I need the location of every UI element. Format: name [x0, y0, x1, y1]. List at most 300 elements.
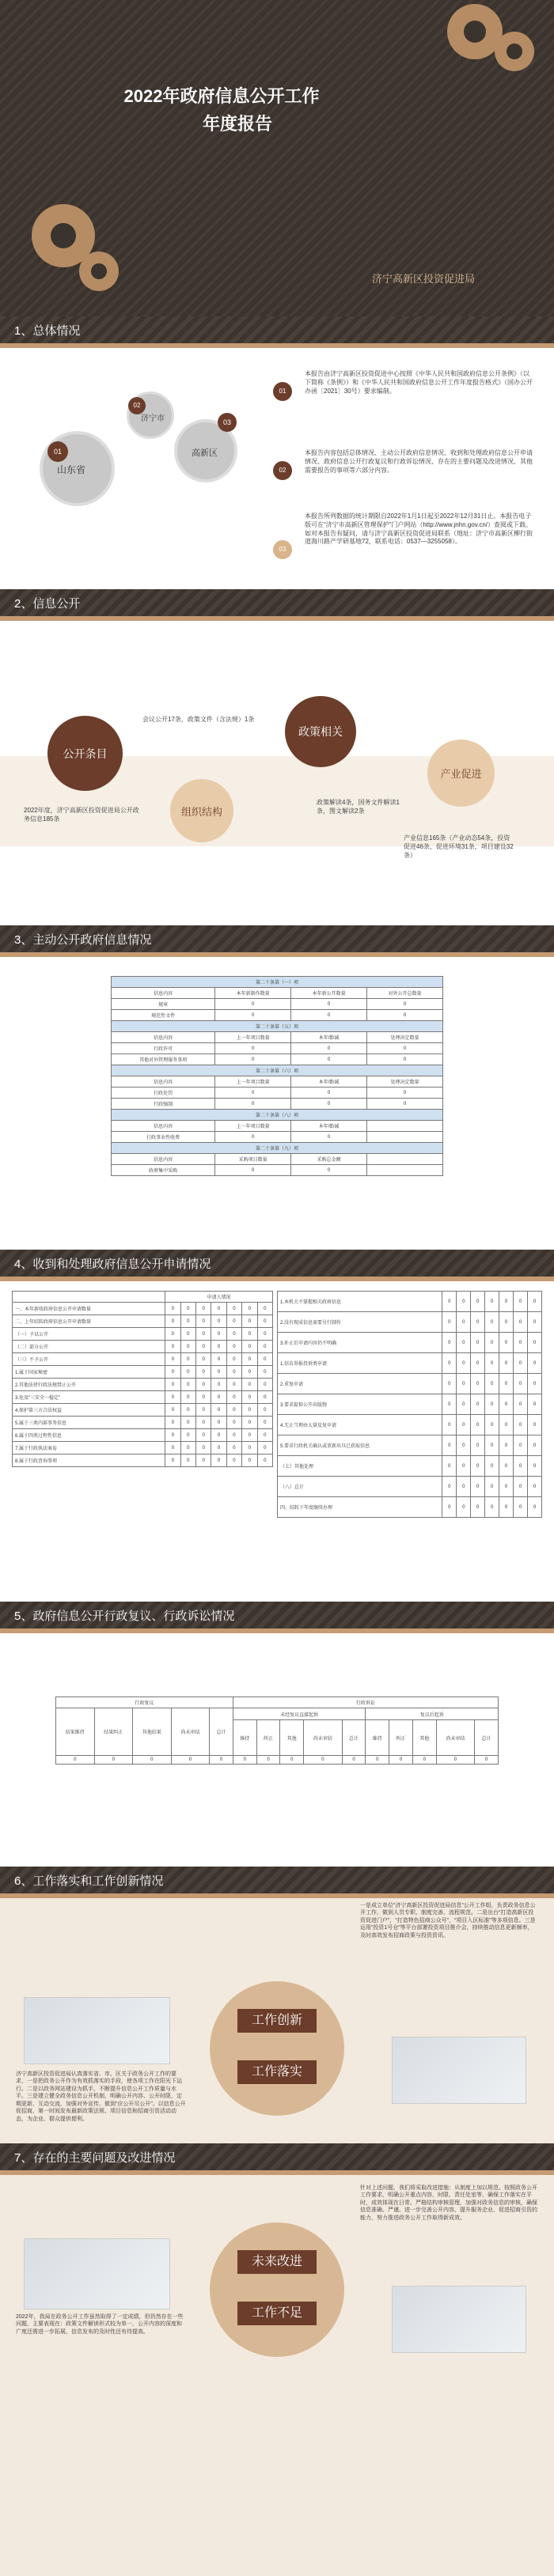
- table-cell: 0: [514, 1497, 528, 1518]
- table-cell: 0: [342, 1756, 366, 1765]
- section-title: 政府信息公开行政复议、行政诉讼情况: [32, 1609, 235, 1623]
- table-cell: 行政复议: [56, 1697, 233, 1708]
- table-cell: 0: [242, 1341, 257, 1353]
- text-3: 政策解读4条，国务文件解读1条，图文解读2条: [317, 799, 400, 815]
- table-row: [278, 1497, 542, 1518]
- table-cell: 结果维持: [56, 1708, 95, 1756]
- table-cell: 0: [291, 1132, 367, 1143]
- table-cell: 0: [457, 1292, 471, 1312]
- table-cell: 0: [215, 1165, 291, 1176]
- table-cell: 本年增/减: [291, 1121, 367, 1132]
- table-cell: 0: [442, 1292, 457, 1312]
- pin-badge: 02: [128, 397, 146, 414]
- table-cell: 0: [442, 1415, 457, 1436]
- table-cell: 采购项目数量: [215, 1154, 291, 1165]
- table-cell: 0: [457, 1312, 471, 1333]
- table-cell: 本年新公开数量: [291, 988, 367, 999]
- table-cell: 0: [211, 1315, 226, 1328]
- table-cell: 0: [211, 1429, 226, 1442]
- table-cell: 未经复议直接起诉: [233, 1708, 366, 1720]
- table-cell: 0: [457, 1497, 471, 1518]
- table-cell: 0: [211, 1303, 226, 1315]
- table-cell: 0: [514, 1292, 528, 1312]
- table-row: [13, 1454, 273, 1467]
- table-cell: 0: [195, 1328, 211, 1341]
- table-row: [13, 1366, 273, 1379]
- section-1: [0, 348, 554, 585]
- table-row: [112, 1143, 443, 1154]
- table-cell: 0: [180, 1353, 195, 1366]
- item-badge: 01: [273, 382, 292, 401]
- table-cell: 0: [367, 1054, 443, 1065]
- table-cell: 0: [226, 1328, 241, 1341]
- tablet-photo: [24, 2238, 170, 2309]
- table-cell: 0: [528, 1497, 542, 1518]
- table-cell: 0: [257, 1353, 272, 1366]
- table-cell: 0: [195, 1366, 211, 1379]
- table-cell: 0: [180, 1429, 195, 1442]
- section-header: 2、 信息公开: [0, 589, 554, 616]
- cover-org: 济宁高新区投资促进局: [372, 273, 476, 285]
- table-cell: 0: [195, 1454, 211, 1467]
- table-cell: 本年新制作数量: [215, 988, 291, 999]
- table-cell: 总计: [475, 1720, 499, 1756]
- table-row: [112, 1065, 443, 1076]
- section-6: [0, 1898, 554, 2143]
- table-row: [112, 1054, 443, 1065]
- review-litigation-table: [55, 1697, 499, 1765]
- table-cell: 0: [165, 1404, 180, 1417]
- table-cell: 0: [528, 1415, 542, 1436]
- table-cell: 0: [291, 1043, 367, 1054]
- table-row: [112, 1110, 443, 1121]
- table-cell: [367, 1121, 443, 1132]
- table-cell: 本年增/减: [291, 1032, 367, 1043]
- table-cell: 第二十条第（八）项: [112, 1110, 443, 1121]
- table-cell: 0: [485, 1312, 499, 1333]
- table-cell: 0: [195, 1341, 211, 1353]
- table-cell: 0: [485, 1456, 499, 1477]
- table-cell: （三）不予公开: [13, 1353, 165, 1366]
- item-text: 本报告由济宁高新区投资促进中心按照《中华人民共和国政府信息公开条例》（以下简称《条例》）和《中华人民共和国政府信息公开工作年度报告格式》（国办公开办函〔2021〕30号）要求编制。: [305, 370, 533, 395]
- table-cell: 8.属于行政查询事项: [13, 1454, 165, 1467]
- table-cell: 信息内容: [112, 1076, 215, 1088]
- table-cell: 0: [442, 1394, 457, 1415]
- pin-label: 高新区: [192, 448, 218, 458]
- cover-title-line1: 2022年政府信息公开工作: [123, 86, 320, 106]
- table-cell: 行政强制: [112, 1099, 215, 1110]
- table-cell: 0: [257, 1315, 272, 1328]
- keyboard-photo: [392, 2037, 526, 2104]
- table-cell: 0: [226, 1417, 241, 1429]
- table-cell: 0: [291, 1099, 367, 1110]
- table-cell: 0: [528, 1477, 542, 1497]
- table-row: [13, 1315, 273, 1328]
- table-cell: 其他: [280, 1720, 304, 1756]
- active-disclosure-table: [111, 976, 443, 1176]
- table-cell: 0: [389, 1756, 413, 1765]
- table-cell: 0: [257, 1391, 272, 1404]
- table-cell: 本年增/减: [291, 1076, 367, 1088]
- laptop-photo: [24, 1997, 170, 2064]
- table-cell: 0: [215, 1088, 291, 1099]
- text-left: 2022年，我局在政务公开工作虽然取得了一定成绩，但仍然存在一些问题，主要表现在：政策文件解读形式较为单一，公开内容的深度和广度还需进一步拓展，信息发布的及时性还有待提高。: [16, 2314, 184, 2335]
- table-cell: 0: [471, 1477, 485, 1497]
- table-cell: 0: [442, 1456, 457, 1477]
- table-cell: 0: [226, 1341, 241, 1353]
- table-cell: 0: [211, 1379, 226, 1391]
- tag-shape: [210, 2222, 344, 2357]
- table-cell: 信息内容: [112, 1032, 215, 1043]
- section-title: 存在的主要问题及改进情况: [32, 2150, 176, 2165]
- table-cell: 0: [457, 1436, 471, 1456]
- table-cell: 0: [195, 1391, 211, 1404]
- table-row: [112, 1032, 443, 1043]
- table-cell: 0: [195, 1442, 211, 1454]
- table-cell: 0: [180, 1366, 195, 1379]
- table-cell: 0: [457, 1394, 471, 1415]
- table-cell: 0: [242, 1442, 257, 1454]
- table-cell: [13, 1292, 165, 1303]
- table-row: [13, 1417, 273, 1429]
- bubble-2: 组织结构: [170, 779, 233, 842]
- table-cell: 0: [514, 1477, 528, 1497]
- table-cell: 0: [242, 1391, 257, 1404]
- bubble-4: 产业促进: [427, 740, 495, 807]
- table-cell: 上一年项目数量: [215, 1121, 291, 1132]
- table-cell: 0: [442, 1374, 457, 1394]
- table-cell: 0: [442, 1312, 457, 1333]
- table-cell: 0: [226, 1315, 241, 1328]
- table-cell: 0: [514, 1333, 528, 1353]
- table-cell: 0: [257, 1442, 272, 1454]
- table-cell: 四、结转下年度继续办理: [278, 1497, 442, 1518]
- table-cell: 0: [514, 1374, 528, 1394]
- table-cell: 第二十条第（六）项: [112, 1065, 443, 1076]
- table-row: [112, 1154, 443, 1165]
- table-cell: 0: [211, 1404, 226, 1417]
- table-cell: 0: [528, 1436, 542, 1456]
- table-cell: 0: [528, 1312, 542, 1333]
- section-header: 3、 主动公开政府信息情况: [0, 925, 554, 952]
- table-cell: 0: [471, 1394, 485, 1415]
- keyboard-photo: [392, 2286, 526, 2353]
- table-cell: 0: [242, 1353, 257, 1366]
- table-cell: 0: [215, 1132, 291, 1143]
- table-cell: 0: [211, 1341, 226, 1353]
- table-cell: 0: [242, 1303, 257, 1315]
- table-cell: 规范性文件: [112, 1010, 215, 1021]
- table-cell: 0: [442, 1497, 457, 1518]
- table-cell: 2.重复申请: [278, 1374, 442, 1394]
- table-cell: （七）其他处理: [278, 1456, 442, 1477]
- table-cell: 0: [242, 1417, 257, 1429]
- table-cell: 0: [242, 1454, 257, 1467]
- table-cell: 上一年项目数量: [215, 1032, 291, 1043]
- table-cell: 0: [215, 1043, 291, 1054]
- text-right: 一是成立单位“济宁高新区投资促进局信息”公开工作组，负责政务信息公开工作，做到人员专职、制度完善、流程规范。二是出台“打造高新区投资促进门户”，“打造特色招商公众号”，“项目入区标准”等多项信息。三是运用“投资1号仓”等平台部署投资项目推介会，持续推动信息更新频率，及时高效发布招商政策与投资资讯。: [360, 1903, 536, 1939]
- table-row: [112, 999, 443, 1010]
- table-cell: 规章: [112, 999, 215, 1010]
- gear-icon: [495, 32, 534, 71]
- table-row: [56, 1756, 499, 1765]
- table-cell: 0: [180, 1303, 195, 1315]
- text-4: 产业信息165条（产业动态54条，投资促进46条，促进环境31条，项目建设32条）: [404, 834, 514, 859]
- table-cell: 0: [242, 1379, 257, 1391]
- table-cell: 0: [211, 1454, 226, 1467]
- table-cell: 0: [257, 1429, 272, 1442]
- table-cell: 0: [471, 1312, 485, 1333]
- table-cell: 0: [211, 1442, 226, 1454]
- table-row: [278, 1312, 542, 1333]
- table-cell: 0: [180, 1315, 195, 1328]
- table-cell: 1.信访举报投诉类申请: [278, 1353, 442, 1374]
- table-cell: 0: [499, 1312, 514, 1333]
- table-cell: 0: [226, 1404, 241, 1417]
- table-cell: 0: [257, 1341, 272, 1353]
- table-cell: 0: [211, 1391, 226, 1404]
- table-cell: 0: [165, 1328, 180, 1341]
- text-right: 针对上述问题，我们将采取改进措施：从制度上加以规范。按照政务公开工作要求，明确公开重点内容，时限、责任处室等，确保工作落实在平时，成效体现在日常。严格结构审核管理，加强对政务信息的审核，确保信息准确、严谨。进一步完善公开内容，提升服务企业、促进招商引资的能力，努力推进政务公开工作取得新成效。: [360, 2185, 537, 2221]
- table-cell: 4.无正当理由大量反复申请: [278, 1415, 442, 1436]
- bubble-1: 公开条目: [47, 716, 123, 791]
- table-cell: 上一年项目数量: [215, 1076, 291, 1088]
- table-cell: [367, 1132, 443, 1143]
- table-cell: 0: [165, 1341, 180, 1353]
- table-cell: 0: [436, 1756, 475, 1765]
- table-cell: 4.保护第三方合法权益: [13, 1404, 165, 1417]
- table-cell: 0: [257, 1303, 272, 1315]
- table-cell: 0: [528, 1353, 542, 1374]
- table-cell: 0: [485, 1497, 499, 1518]
- pin-badge: 03: [218, 413, 237, 432]
- table-cell: 0: [215, 1054, 291, 1065]
- table-cell: 0: [485, 1415, 499, 1436]
- table-cell: 3.要求提供公开出版物: [278, 1394, 442, 1415]
- table-cell: 0: [226, 1442, 241, 1454]
- table-cell: 0: [367, 1010, 443, 1021]
- table-row: [13, 1429, 273, 1442]
- tag-b: 工作落实: [237, 2060, 317, 2084]
- section-title: 工作落实和工作创新情况: [32, 1874, 164, 1888]
- table-cell: [367, 1154, 443, 1165]
- section-2: [0, 621, 554, 921]
- table-cell: 处理决定数量: [367, 1032, 443, 1043]
- table-cell: 0: [485, 1477, 499, 1497]
- table-cell: 0: [457, 1333, 471, 1353]
- table-cell: 0: [471, 1374, 485, 1394]
- section-title: 总体情况: [32, 323, 81, 338]
- table-cell: 0: [195, 1429, 211, 1442]
- table-cell: 二、上年结转政府信息公开申请数量: [13, 1315, 165, 1328]
- table-cell: 0: [514, 1436, 528, 1456]
- table-cell: 1.属于国家秘密: [13, 1366, 165, 1379]
- application-table-left: [12, 1291, 273, 1467]
- table-row: [112, 1021, 443, 1032]
- table-cell: 0: [171, 1756, 210, 1765]
- table-cell: （二）部分公开: [13, 1341, 165, 1353]
- table-cell: 0: [499, 1477, 514, 1497]
- table-row: [13, 1404, 273, 1417]
- table-cell: 0: [165, 1366, 180, 1379]
- table-cell: 0: [499, 1292, 514, 1312]
- table-cell: 0: [412, 1756, 436, 1765]
- table-cell: 0: [180, 1341, 195, 1353]
- table-cell: 第二十条第（九）项: [112, 1143, 443, 1154]
- table-cell: 0: [291, 1010, 367, 1021]
- table-row: [13, 1391, 273, 1404]
- table-cell: 0: [133, 1756, 172, 1765]
- table-cell: 其他结果: [133, 1708, 172, 1756]
- table-cell: 复议后起诉: [366, 1708, 499, 1720]
- table-cell: 0: [242, 1404, 257, 1417]
- table-cell: 0: [257, 1328, 272, 1341]
- table-cell: 0: [165, 1429, 180, 1442]
- table-cell: 0: [485, 1374, 499, 1394]
- table-cell: 0: [499, 1415, 514, 1436]
- table-cell: 6.属于四类过程性信息: [13, 1429, 165, 1442]
- cover-title-line2: 年度报告: [202, 114, 272, 134]
- table-cell: 0: [367, 999, 443, 1010]
- section-title: 信息公开: [32, 596, 81, 611]
- pin-badge: 01: [47, 441, 68, 462]
- table-cell: 0: [442, 1436, 457, 1456]
- table-row: [112, 988, 443, 999]
- pin-label: 山东省: [57, 464, 86, 475]
- table-cell: 0: [165, 1315, 180, 1328]
- table-cell: 0: [165, 1454, 180, 1467]
- table-cell: 0: [366, 1756, 389, 1765]
- table-cell: 0: [257, 1379, 272, 1391]
- section-header: 4、 收到和处理政府信息公开申请情况: [0, 1250, 554, 1277]
- table-cell: 第二十条第（一）项: [112, 977, 443, 988]
- table-cell: 维持: [233, 1720, 256, 1756]
- table-cell: 0: [242, 1328, 257, 1341]
- table-cell: （一）予以公开: [13, 1328, 165, 1341]
- table-row: [13, 1379, 273, 1391]
- table-cell: 0: [180, 1404, 195, 1417]
- table-cell: 0: [485, 1394, 499, 1415]
- table-cell: 纠正: [256, 1720, 280, 1756]
- table-row: [13, 1328, 273, 1341]
- table-row: [13, 1442, 273, 1454]
- table-cell: 对外公开总数量: [367, 988, 443, 999]
- application-table-right: [277, 1291, 542, 1518]
- table-cell: 0: [367, 1099, 443, 1110]
- table-cell: 行政许可: [112, 1043, 215, 1054]
- table-cell: 2.没有现成信息需要另行制作: [278, 1312, 442, 1333]
- table-cell: 总计: [210, 1708, 233, 1756]
- table-cell: 0: [471, 1292, 485, 1312]
- pin-label: 济宁市: [141, 414, 165, 423]
- table-cell: 0: [514, 1353, 528, 1374]
- table-cell: 维持: [366, 1720, 389, 1756]
- table-cell: 0: [457, 1415, 471, 1436]
- table-cell: 0: [215, 999, 291, 1010]
- tag-a: 工作创新: [237, 2009, 317, 2033]
- table-cell: 0: [304, 1756, 343, 1765]
- section-header: 1、 总体情况: [0, 316, 554, 343]
- table-cell: 第二十条第（五）项: [112, 1021, 443, 1032]
- table-cell: 0: [180, 1442, 195, 1454]
- table-cell: 0: [242, 1366, 257, 1379]
- table-cell: 0: [226, 1366, 241, 1379]
- table-cell: 0: [485, 1436, 499, 1456]
- table-row: [13, 1353, 273, 1366]
- table-row: [278, 1456, 542, 1477]
- table-cell: 0: [195, 1315, 211, 1328]
- table-cell: 0: [528, 1333, 542, 1353]
- table-cell: 0: [499, 1436, 514, 1456]
- table-cell: 0: [528, 1292, 542, 1312]
- tag-a: 未来改进: [237, 2250, 317, 2274]
- table-cell: 0: [475, 1756, 499, 1765]
- tag-b: 工作不足: [237, 2302, 317, 2325]
- table-cell: 0: [291, 1054, 367, 1065]
- table-cell: 0: [499, 1353, 514, 1374]
- table-cell: 尚未审结: [436, 1720, 475, 1756]
- table-cell: 0: [211, 1328, 226, 1341]
- table-cell: 行政诉讼: [233, 1697, 498, 1708]
- table-cell: 0: [291, 1088, 367, 1099]
- table-cell: 0: [471, 1353, 485, 1374]
- table-row: [112, 1043, 443, 1054]
- table-cell: 处理决定数量: [367, 1076, 443, 1088]
- table-row: [13, 1292, 273, 1303]
- cover: [0, 0, 554, 316]
- table-cell: 尚未审结: [171, 1708, 210, 1756]
- table-cell: 0: [215, 1010, 291, 1021]
- table-row: [112, 1121, 443, 1132]
- table-cell: 0: [442, 1353, 457, 1374]
- table-cell: 0: [180, 1391, 195, 1404]
- table-cell: 7.属于行政执法案卷: [13, 1442, 165, 1454]
- table-cell: 行政处罚: [112, 1088, 215, 1099]
- table-cell: 0: [165, 1417, 180, 1429]
- section-title: 收到和处理政府信息公开申请情况: [32, 1257, 211, 1271]
- table-row: [278, 1477, 542, 1497]
- section-title: 主动公开政府信息情况: [32, 932, 152, 947]
- item-text: 本报告内容包括总体情况、主动公开政府信息情况、收到和处理政府信息公开申请情况、政府信息公开行政复议和行政诉讼情况、存在的主要问题及改进情况、其他需要报告的事项等六部分内容。: [305, 449, 533, 474]
- table-cell: 5.属于三类内部事务信息: [13, 1417, 165, 1429]
- table-cell: 0: [471, 1333, 485, 1353]
- table-cell: 0: [257, 1404, 272, 1417]
- table-cell: 0: [165, 1379, 180, 1391]
- table-cell: 采购总金额: [291, 1154, 367, 1165]
- section-7: [0, 2175, 554, 2576]
- table-cell: 0: [280, 1756, 304, 1765]
- table-cell: 0: [211, 1353, 226, 1366]
- section-5: [0, 1633, 554, 1863]
- table-cell: 0: [471, 1415, 485, 1436]
- table-cell: 0: [226, 1391, 241, 1404]
- tag-shape: [210, 1981, 344, 2116]
- section-3: [0, 957, 554, 1250]
- table-cell: 0: [442, 1333, 457, 1353]
- table-row: [112, 1076, 443, 1088]
- table-cell: 0: [195, 1353, 211, 1366]
- text-1: 2022年度，济宁高新区投资促进局公开政务信息185条: [24, 807, 139, 823]
- table-row: [56, 1708, 499, 1720]
- table-row: [278, 1436, 542, 1456]
- text-left: 济宁高新区投资促进局认真落实省、市、区关于政务公开工作的要求，一是把政务公开作为有效抓落实的手段，使各项工作在阳光下运行。二是以政务网站建设为抓手，不断提升信息公开工作质量与水平。三是建立健全政务信息公开机制，明确公开内容、公开时限，定期更新、互动交流，加强对外宣传，做到“应公开尽公开”。以信息公开促招商，第一时间发布最新政策法规、项目信息和招商引资活动动态，为企业、群众提供便利。: [16, 2071, 186, 2122]
- table-cell: 0: [367, 1043, 443, 1054]
- table-cell: 0: [94, 1756, 133, 1765]
- table-cell: 0: [195, 1404, 211, 1417]
- table-cell: 0: [242, 1429, 257, 1442]
- table-cell: 信息内容: [112, 1121, 215, 1132]
- section-header: 5、 政府信息公开行政复议、行政诉讼情况: [0, 1602, 554, 1628]
